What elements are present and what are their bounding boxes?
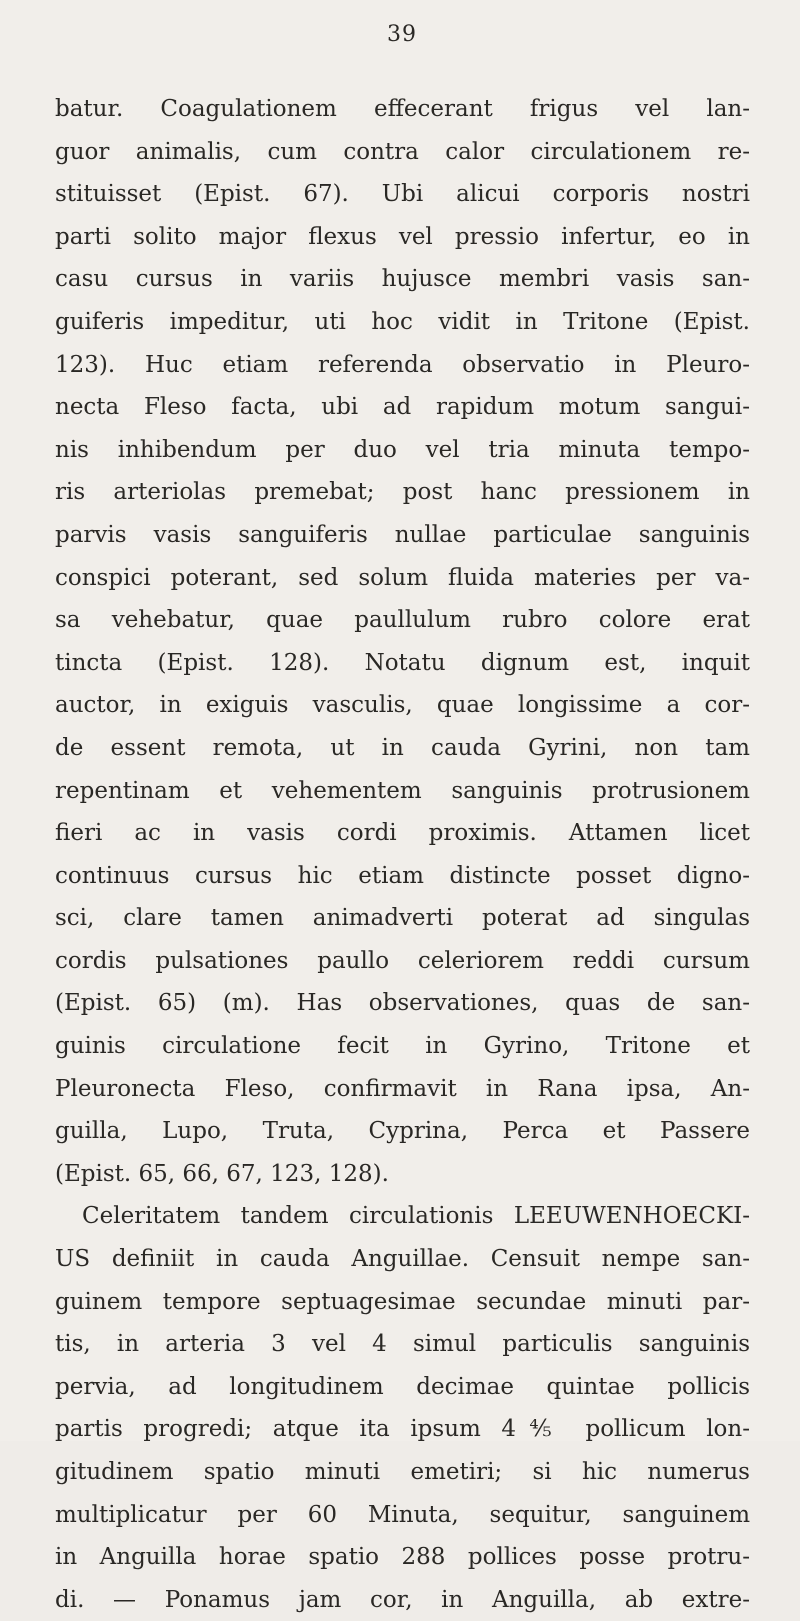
text-line: ris arteriolas premebat; post hanc pressionem in [55, 479, 750, 506]
text-line: de essent remota, ut in cauda Gyrini, non tam [55, 734, 750, 761]
text-line: guiferis impeditur, uti hoc vidit in Tritone (Epist. [55, 308, 750, 335]
body-text [55, 88, 750, 1621]
text-line: fieri ac in vasis cordi proximis. Attamen licet [55, 820, 750, 847]
text-line: pervia, ad longitudinem decimae quintae pollicis [55, 1373, 750, 1400]
text-line: stituisset (Epist. 67). Ubi alicui corporis nostri [55, 181, 750, 208]
text-line: guinis circulatione fecit in Gyrino, Tritone et [55, 1033, 750, 1060]
text-line: casu cursus in variis hujusce membri vasis san- [55, 266, 750, 293]
text-line: auctor, in exiguis vasculis, quae longissime a cor- [55, 692, 750, 719]
text-line: partis progredi; atque ita ipsum 4⅘ pollicum lon- [55, 1416, 750, 1443]
text-line: guor animalis, cum contra calor circulationem re- [55, 138, 750, 165]
text-line: batur. Coagulationem effecerant frigus vel lan- [55, 96, 750, 122]
text-line: guilla, Lupo, Truta, Cyprina, Perca et Passere [55, 1118, 750, 1145]
text-line: di. — Ponamus jam cor, in Anguilla, ab extre- [55, 1586, 750, 1613]
text-line: continuus cursus hic etiam distincte posset digno- [55, 862, 750, 889]
text-line: Pleuronecta Fleso, confirmavit in Rana ipsa, An- [55, 1075, 750, 1102]
text-line: in Anguilla horae spatio 288 pollices posse protru- [55, 1544, 750, 1571]
text-line: (Epist. 65, 66, 67, 123, 128). [55, 1160, 389, 1187]
text-line: parti solito major flexus vel pressio infertur, eo in [55, 223, 750, 250]
text-line: guinem tempore septuagesimae secundae minuti par- [55, 1288, 750, 1315]
text-line: (Epist. 65) (m). Has observationes, quas de san- [55, 990, 750, 1017]
text-line: gitudinem spatio minuti emetiri; si hic numerus [55, 1459, 750, 1485]
text-line: 123). Huc etiam referenda observatio in Pleuro- [55, 351, 750, 378]
text-line: repentinam et vehementem sanguinis protrusionem [55, 777, 750, 804]
text-line: nis inhibendum per duo vel tria minuta tempo- [55, 436, 750, 463]
text-line: sa vehebatur, quae paullulum rubro colore erat [55, 607, 750, 634]
text-line: necta Fleso facta, ubi ad rapidum motum sangui- [55, 394, 750, 421]
text-line: sci, clare tamen animadverti poterat ad singulas [55, 905, 750, 932]
text-line: parvis vasis sanguiferis nullae particulae sanguinis [55, 521, 750, 548]
text-line: Celeritatem tandem circulationis LEEUWENHOECKI- [82, 1203, 750, 1230]
text-line: US definiit in cauda Anguillae. Censuit nempe san- [55, 1246, 750, 1273]
text-line: tis, in arteria 3 vel 4 simul particulis sanguinis [55, 1331, 750, 1358]
text-line: multiplicatur per 60 Minuta, sequitur, sanguinem [55, 1501, 750, 1528]
text-line: conspici poterant, sed solum fluida materies per va- [55, 564, 750, 591]
text-line: cordis pulsationes paullo celeriorem reddi cursum [55, 947, 750, 974]
page-number: 39 [387, 22, 417, 47]
text-line: tincta (Epist. 128). Notatu dignum est, inquit [55, 649, 750, 676]
